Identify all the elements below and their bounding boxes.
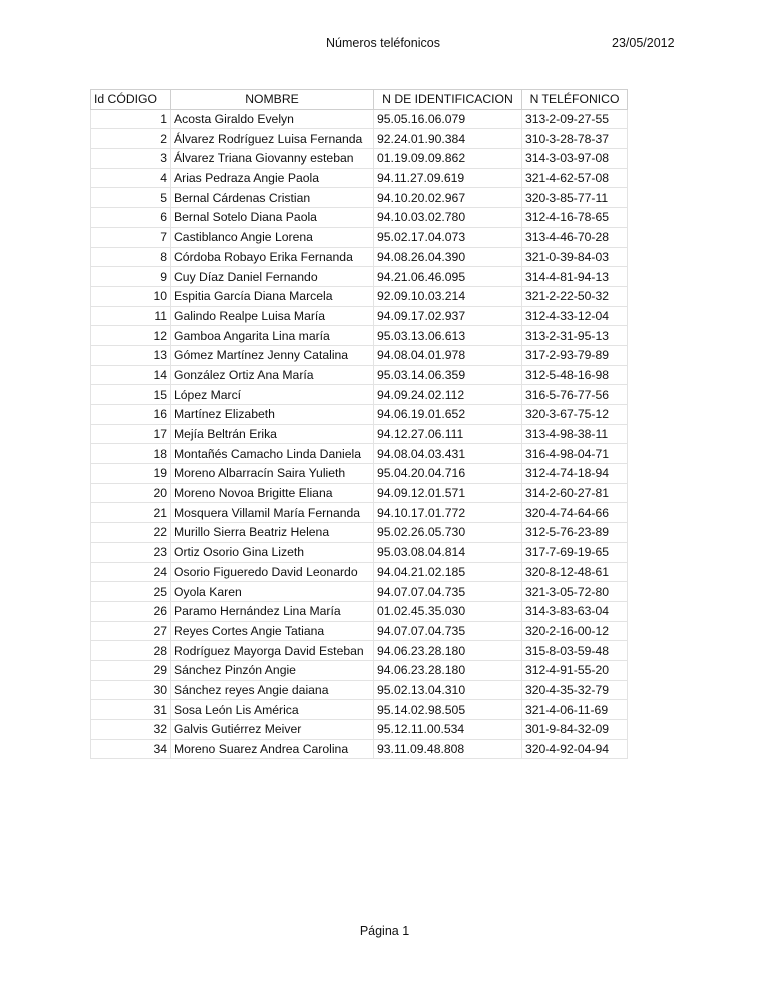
- row-phone-cell: 320-3-85-77-11: [522, 188, 628, 208]
- row-id-number-cell: 94.09.12.01.571: [374, 483, 522, 503]
- row-name-cell: Acosta Giraldo Evelyn: [171, 109, 374, 129]
- row-id-cell: 17: [91, 424, 171, 444]
- row-name-cell: González Ortiz Ana María: [171, 365, 374, 385]
- row-id-number-cell: 94.06.23.28.180: [374, 660, 522, 680]
- row-phone-cell: 317-7-69-19-65: [522, 542, 628, 562]
- row-id-number-cell: 94.21.06.46.095: [374, 267, 522, 287]
- row-id-cell: 24: [91, 562, 171, 582]
- row-id-number-cell: 95.03.14.06.359: [374, 365, 522, 385]
- row-phone-cell: 313-2-09-27-55: [522, 109, 628, 129]
- row-id-cell: 8: [91, 247, 171, 267]
- row-id-number-cell: 94.09.17.02.937: [374, 306, 522, 326]
- row-id-number-cell: 94.10.17.01.772: [374, 503, 522, 523]
- header-row: [91, 90, 628, 110]
- row-phone-cell: 301-9-84-32-09: [522, 720, 628, 740]
- row-name-cell: López Marcí: [171, 385, 374, 405]
- row-id-cell: 15: [91, 385, 171, 405]
- row-id-number-cell: 95.03.08.04.814: [374, 542, 522, 562]
- page-number: Página 1: [359, 924, 410, 938]
- table-row: [91, 680, 628, 700]
- row-name-cell: Osorio Figueredo David Leonardo: [171, 562, 374, 582]
- table-row: [91, 345, 628, 365]
- row-id-cell: 28: [91, 641, 171, 661]
- row-name-cell: Paramo Hernández Lina María: [171, 601, 374, 621]
- row-name-cell: Moreno Novoa Brigitte Eliana: [171, 483, 374, 503]
- row-phone-cell: 314-3-03-97-08: [522, 149, 628, 169]
- table-row: [91, 641, 628, 661]
- table-row: [91, 247, 628, 267]
- row-id-number-cell: 94.10.20.02.967: [374, 188, 522, 208]
- row-id-cell: 16: [91, 405, 171, 425]
- table-row: [91, 208, 628, 228]
- row-name-cell: Arias Pedraza Angie Paola: [171, 168, 374, 188]
- page-header: [0, 36, 769, 56]
- row-phone-cell: 313-4-46-70-28: [522, 227, 628, 247]
- row-id-number-cell: 94.06.19.01.652: [374, 405, 522, 425]
- row-id-number-cell: 95.02.13.04.310: [374, 680, 522, 700]
- row-name-cell: Mosquera Villamil María Fernanda: [171, 503, 374, 523]
- row-id-cell: 10: [91, 286, 171, 306]
- row-id-cell: 2: [91, 129, 171, 149]
- row-id-cell: 22: [91, 523, 171, 543]
- table-row: [91, 188, 628, 208]
- row-phone-cell: 321-4-62-57-08: [522, 168, 628, 188]
- row-id-number-cell: 95.02.17.04.073: [374, 227, 522, 247]
- row-phone-cell: 312-4-16-78-65: [522, 208, 628, 228]
- table-row: [91, 405, 628, 425]
- row-name-cell: Martínez Elizabeth: [171, 405, 374, 425]
- table-row: [91, 109, 628, 129]
- row-id-number-cell: 95.14.02.98.505: [374, 700, 522, 720]
- row-id-number-cell: 94.07.07.04.735: [374, 621, 522, 641]
- row-id-cell: 1: [91, 109, 171, 129]
- row-id-number-cell: 94.11.27.09.619: [374, 168, 522, 188]
- row-id-number-cell: 01.02.45.35.030: [374, 601, 522, 621]
- row-id-cell: 34: [91, 739, 171, 759]
- table-row: [91, 385, 628, 405]
- row-phone-cell: 320-4-74-64-66: [522, 503, 628, 523]
- row-name-cell: Oyola Karen: [171, 582, 374, 602]
- row-id-number-cell: 94.10.03.02.780: [374, 208, 522, 228]
- row-id-cell: 5: [91, 188, 171, 208]
- row-id-cell: 25: [91, 582, 171, 602]
- document-date: 23/05/2012: [612, 36, 675, 50]
- row-phone-cell: 321-2-22-50-32: [522, 286, 628, 306]
- row-phone-cell: 320-4-92-04-94: [522, 739, 628, 759]
- row-name-cell: Mejía Beltrán Erika: [171, 424, 374, 444]
- row-name-cell: Moreno Albarracín Saira Yulieth: [171, 464, 374, 484]
- row-id-cell: 26: [91, 601, 171, 621]
- row-name-cell: Galindo Realpe Luisa María: [171, 306, 374, 326]
- table-row: [91, 365, 628, 385]
- row-id-cell: 12: [91, 326, 171, 346]
- row-id-cell: 20: [91, 483, 171, 503]
- row-id-number-cell: 94.06.23.28.180: [374, 641, 522, 661]
- row-phone-cell: 310-3-28-78-37: [522, 129, 628, 149]
- row-id-number-cell: 94.08.26.04.390: [374, 247, 522, 267]
- row-name-cell: Castiblanco Angie Lorena: [171, 227, 374, 247]
- row-id-number-cell: 95.03.13.06.613: [374, 326, 522, 346]
- table-row: [91, 286, 628, 306]
- row-id-number-cell: 94.08.04.01.978: [374, 345, 522, 365]
- table-row: [91, 444, 628, 464]
- row-name-cell: Moreno Suarez Andrea Carolina: [171, 739, 374, 759]
- row-phone-cell: 314-2-60-27-81: [522, 483, 628, 503]
- row-id-number-cell: 95.02.26.05.730: [374, 523, 522, 543]
- table-row: [91, 621, 628, 641]
- table-row: [91, 601, 628, 621]
- table-row: [91, 523, 628, 543]
- row-id-cell: 4: [91, 168, 171, 188]
- row-id-cell: 27: [91, 621, 171, 641]
- document-title: Números teléfonicos: [326, 36, 440, 50]
- row-name-cell: Sánchez reyes Angie daiana: [171, 680, 374, 700]
- table-row: [91, 542, 628, 562]
- row-phone-cell: 321-4-06-11-69: [522, 700, 628, 720]
- row-id-number-cell: 94.04.21.02.185: [374, 562, 522, 582]
- row-phone-cell: 312-4-74-18-94: [522, 464, 628, 484]
- row-id-cell: 32: [91, 720, 171, 740]
- row-name-cell: Rodríguez Mayorga David Esteban: [171, 641, 374, 661]
- table-row: [91, 660, 628, 680]
- row-name-cell: Álvarez Triana Giovanny esteban: [171, 149, 374, 169]
- row-id-cell: 11: [91, 306, 171, 326]
- table-row: [91, 149, 628, 169]
- row-phone-cell: 317-2-93-79-89: [522, 345, 628, 365]
- row-phone-cell: 312-5-76-23-89: [522, 523, 628, 543]
- row-id-number-cell: 92.09.10.03.214: [374, 286, 522, 306]
- page-footer: [0, 924, 769, 938]
- table-row: [91, 227, 628, 247]
- row-phone-cell: 320-8-12-48-61: [522, 562, 628, 582]
- row-name-cell: Gamboa Angarita Lina maría: [171, 326, 374, 346]
- phone-list-table: [90, 89, 628, 759]
- row-id-number-cell: 92.24.01.90.384: [374, 129, 522, 149]
- row-id-cell: 31: [91, 700, 171, 720]
- row-phone-cell: 320-3-67-75-12: [522, 405, 628, 425]
- table-row: [91, 306, 628, 326]
- row-name-cell: Sánchez Pinzón Angie: [171, 660, 374, 680]
- row-name-cell: Bernal Cárdenas Cristian: [171, 188, 374, 208]
- column-header-id-number: N DE IDENTIFICACION: [374, 90, 522, 110]
- column-header-id: Id CÓDIGO: [91, 90, 171, 110]
- row-id-cell: 13: [91, 345, 171, 365]
- row-phone-cell: 312-5-48-16-98: [522, 365, 628, 385]
- table-row: [91, 168, 628, 188]
- row-id-cell: 30: [91, 680, 171, 700]
- table-row: [91, 582, 628, 602]
- table-row: [91, 739, 628, 759]
- row-name-cell: Reyes Cortes Angie Tatiana: [171, 621, 374, 641]
- row-phone-cell: 313-4-98-38-11: [522, 424, 628, 444]
- column-header-name: NOMBRE: [171, 90, 374, 110]
- table-row: [91, 129, 628, 149]
- table-row: [91, 483, 628, 503]
- row-id-cell: 9: [91, 267, 171, 287]
- row-id-cell: 18: [91, 444, 171, 464]
- row-id-cell: 3: [91, 149, 171, 169]
- table-row: [91, 720, 628, 740]
- row-name-cell: Gómez Martínez Jenny Catalina: [171, 345, 374, 365]
- row-name-cell: Murillo Sierra Beatriz Helena: [171, 523, 374, 543]
- row-id-number-cell: 94.09.24.02.112: [374, 385, 522, 405]
- row-id-number-cell: 94.07.07.04.735: [374, 582, 522, 602]
- row-id-cell: 6: [91, 208, 171, 228]
- table-row: [91, 326, 628, 346]
- row-phone-cell: 315-8-03-59-48: [522, 641, 628, 661]
- row-name-cell: Sosa León Lis América: [171, 700, 374, 720]
- table-row: [91, 424, 628, 444]
- row-id-cell: 14: [91, 365, 171, 385]
- row-name-cell: Galvis Gutiérrez Meiver: [171, 720, 374, 740]
- row-id-cell: 23: [91, 542, 171, 562]
- row-phone-cell: 320-2-16-00-12: [522, 621, 628, 641]
- row-id-number-cell: 95.12.11.00.534: [374, 720, 522, 740]
- column-header-phone: N TELÉFONICO: [522, 90, 628, 110]
- row-phone-cell: 314-4-81-94-13: [522, 267, 628, 287]
- row-phone-cell: 314-3-83-63-04: [522, 601, 628, 621]
- row-phone-cell: 321-0-39-84-03: [522, 247, 628, 267]
- row-name-cell: Bernal Sotelo Diana Paola: [171, 208, 374, 228]
- row-phone-cell: 312-4-91-55-20: [522, 660, 628, 680]
- row-id-number-cell: 94.08.04.03.431: [374, 444, 522, 464]
- row-id-number-cell: 95.05.16.06.079: [374, 109, 522, 129]
- table-row: [91, 700, 628, 720]
- row-phone-cell: 316-5-76-77-56: [522, 385, 628, 405]
- row-name-cell: Ortiz Osorio Gina Lizeth: [171, 542, 374, 562]
- row-id-cell: 7: [91, 227, 171, 247]
- row-id-number-cell: 93.11.09.48.808: [374, 739, 522, 759]
- row-phone-cell: 320-4-35-32-79: [522, 680, 628, 700]
- row-phone-cell: 312-4-33-12-04: [522, 306, 628, 326]
- row-name-cell: Cuy Díaz Daniel Fernando: [171, 267, 374, 287]
- row-id-number-cell: 01.19.09.09.862: [374, 149, 522, 169]
- row-phone-cell: 321-3-05-72-80: [522, 582, 628, 602]
- row-name-cell: Álvarez Rodríguez Luisa Fernanda: [171, 129, 374, 149]
- row-phone-cell: 313-2-31-95-13: [522, 326, 628, 346]
- row-id-cell: 19: [91, 464, 171, 484]
- row-phone-cell: 316-4-98-04-71: [522, 444, 628, 464]
- table-row: [91, 562, 628, 582]
- table-row: [91, 464, 628, 484]
- row-name-cell: Montañés Camacho Linda Daniela: [171, 444, 374, 464]
- table-row: [91, 503, 628, 523]
- row-id-cell: 29: [91, 660, 171, 680]
- table-row: [91, 267, 628, 287]
- row-id-number-cell: 94.12.27.06.111: [374, 424, 522, 444]
- row-id-number-cell: 95.04.20.04.716: [374, 464, 522, 484]
- row-name-cell: Espitia García Diana Marcela: [171, 286, 374, 306]
- row-id-cell: 21: [91, 503, 171, 523]
- row-name-cell: Córdoba Robayo Erika Fernanda: [171, 247, 374, 267]
